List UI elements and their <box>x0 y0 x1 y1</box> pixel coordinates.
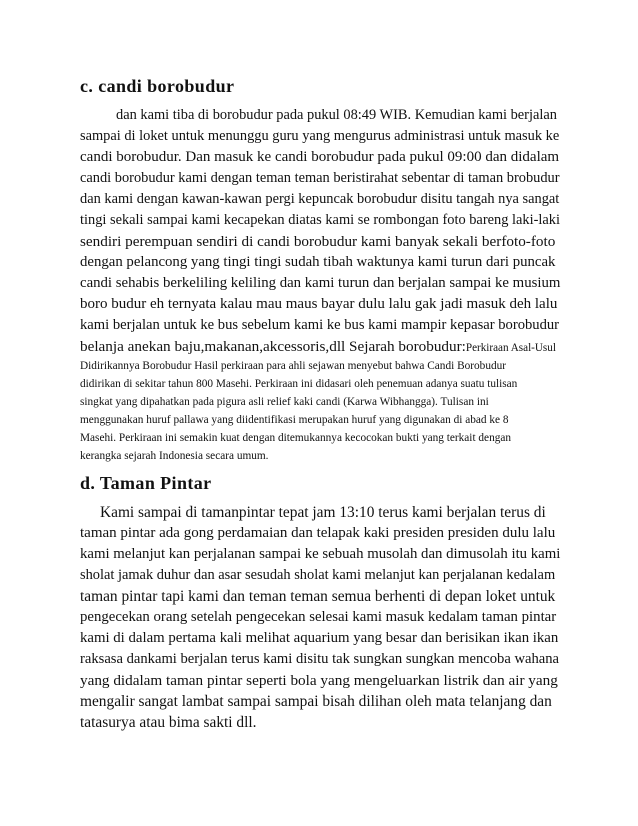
small-print-line: Masehi. Perkiraan ini semakin kuat dengan ditemukannya kecocokan bukti yang terkait dengan <box>80 432 512 444</box>
small-print-line: Didirikannya Borobudur Hasil perkiraan para ahli sejawan menyebut bahwa Candi Borobudur <box>80 360 507 372</box>
small-print-line: singkat yang dipahatkan pada pigura asli relief kaki candi (Karwa Wibhangga). Tulisan ini <box>80 396 489 408</box>
paragraph-line: Kami sampai di tamanpintar tepat jam 13:10 terus kami berjalan terus di <box>100 504 546 521</box>
paragraph-line: sendiri perempuan sendiri di candi borobudur kami banyak sekali berfoto-foto <box>80 233 556 250</box>
paragraph-line: sholat jamak duhur dan asar sesudah sholat kami melanjut kan perjalanan kedalam <box>80 567 556 583</box>
paragraph-line: tingi sekali sampai kami kecapekan diatas kami se rombongan foto bareng laki-laki <box>80 212 560 228</box>
paragraph-line: candi sehabis berkeliling keliling dan kami turun dan berjalan sampai ke musium <box>80 275 561 291</box>
paragraph-line: tatasurya atau bima sakti dll. <box>80 714 257 731</box>
paragraph-line: kami berjalan untuk ke bus sebelum kami ke bus kami mampir kepasar borobudur <box>80 317 560 333</box>
paragraph-line: dan kami tiba di borobudur pada pukul 08:49 WIB. Kemudian kami berjalan <box>116 107 557 123</box>
small-print-line: didirikan di sekitar tahun 800 Masehi. Perkiraan ini didasari oleh penemuan adanya suatu tulisan <box>80 378 518 390</box>
paragraph-line: pengecekan orang setelah pengecekan selesai kami masuk kedalam taman pintar <box>80 609 557 625</box>
paragraph-text: belanja anekan baju,makanan,akcessoris,dll Sejarah borobudur: <box>80 338 466 355</box>
section-heading-taman-pintar: d. Taman Pintar <box>80 473 212 493</box>
paragraph-line: dan kami dengan kawan-kawan pergi kepuncak borobudur disitu tangah nya sangat <box>80 191 560 207</box>
small-print-line: menggunakan huruf pallawa yang diidentifikasi merupakan huruf yang digunakan di abad ke 8 <box>80 414 509 426</box>
paragraph-line: kami di dalam pertama kali melihat aquarium yang besar dan berisikan ikan ikan <box>80 630 559 646</box>
paragraph-line: sampai di loket untuk menunggu guru yang mengurus administrasi untuk masuk ke <box>80 128 560 144</box>
paragraph-line: mengalir sangat lambat sampai sampai bisah dilihan oleh mata telanjang dan <box>80 693 552 710</box>
small-print-line: kerangka sejarah Indonesia secara umum. <box>80 450 269 462</box>
paragraph-line: raksasa dankami berjalan terus kami disitu tak sungkan sungkan mencoba wahana <box>80 651 560 667</box>
section-heading-candi-borobudur: c. candi borobudur <box>80 76 235 96</box>
paragraph-line: candi borobudur. Dan masuk ke candi borobudur pada pukul 09:00 dan didalam <box>80 149 560 165</box>
paragraph-line: taman pintar ada gong perdamaian dan telapak kaki presiden presiden dulu lalu <box>80 525 556 541</box>
paragraph-line: kami melanjut kan perjalanan sampai ke sebuah musolah dan dimusolah itu kami <box>80 546 561 562</box>
paragraph-line: taman pintar tapi kami dan teman teman semua berhenti di depan loket untuk <box>80 588 556 605</box>
paragraph-line: dengan pelancong yang tingi tingi sudah tibah waktunya kami turun dari puncak <box>80 254 556 270</box>
paragraph-line: boro budur eh ternyata kalau mau maus bayar dulu lalu gak jadi masuk deh lalu <box>80 296 558 312</box>
paragraph-line: yang didalam taman pintar seperti bola yang mengeluarkan listrik dan air yang <box>80 672 558 689</box>
paragraph-line: candi borobudur kami dengan teman teman beristirahat sebentar di taman brobudur <box>80 170 560 186</box>
small-print-text: Perkiraan Asal-Usul <box>465 342 556 354</box>
paragraph-line-mixed <box>80 339 556 354</box>
